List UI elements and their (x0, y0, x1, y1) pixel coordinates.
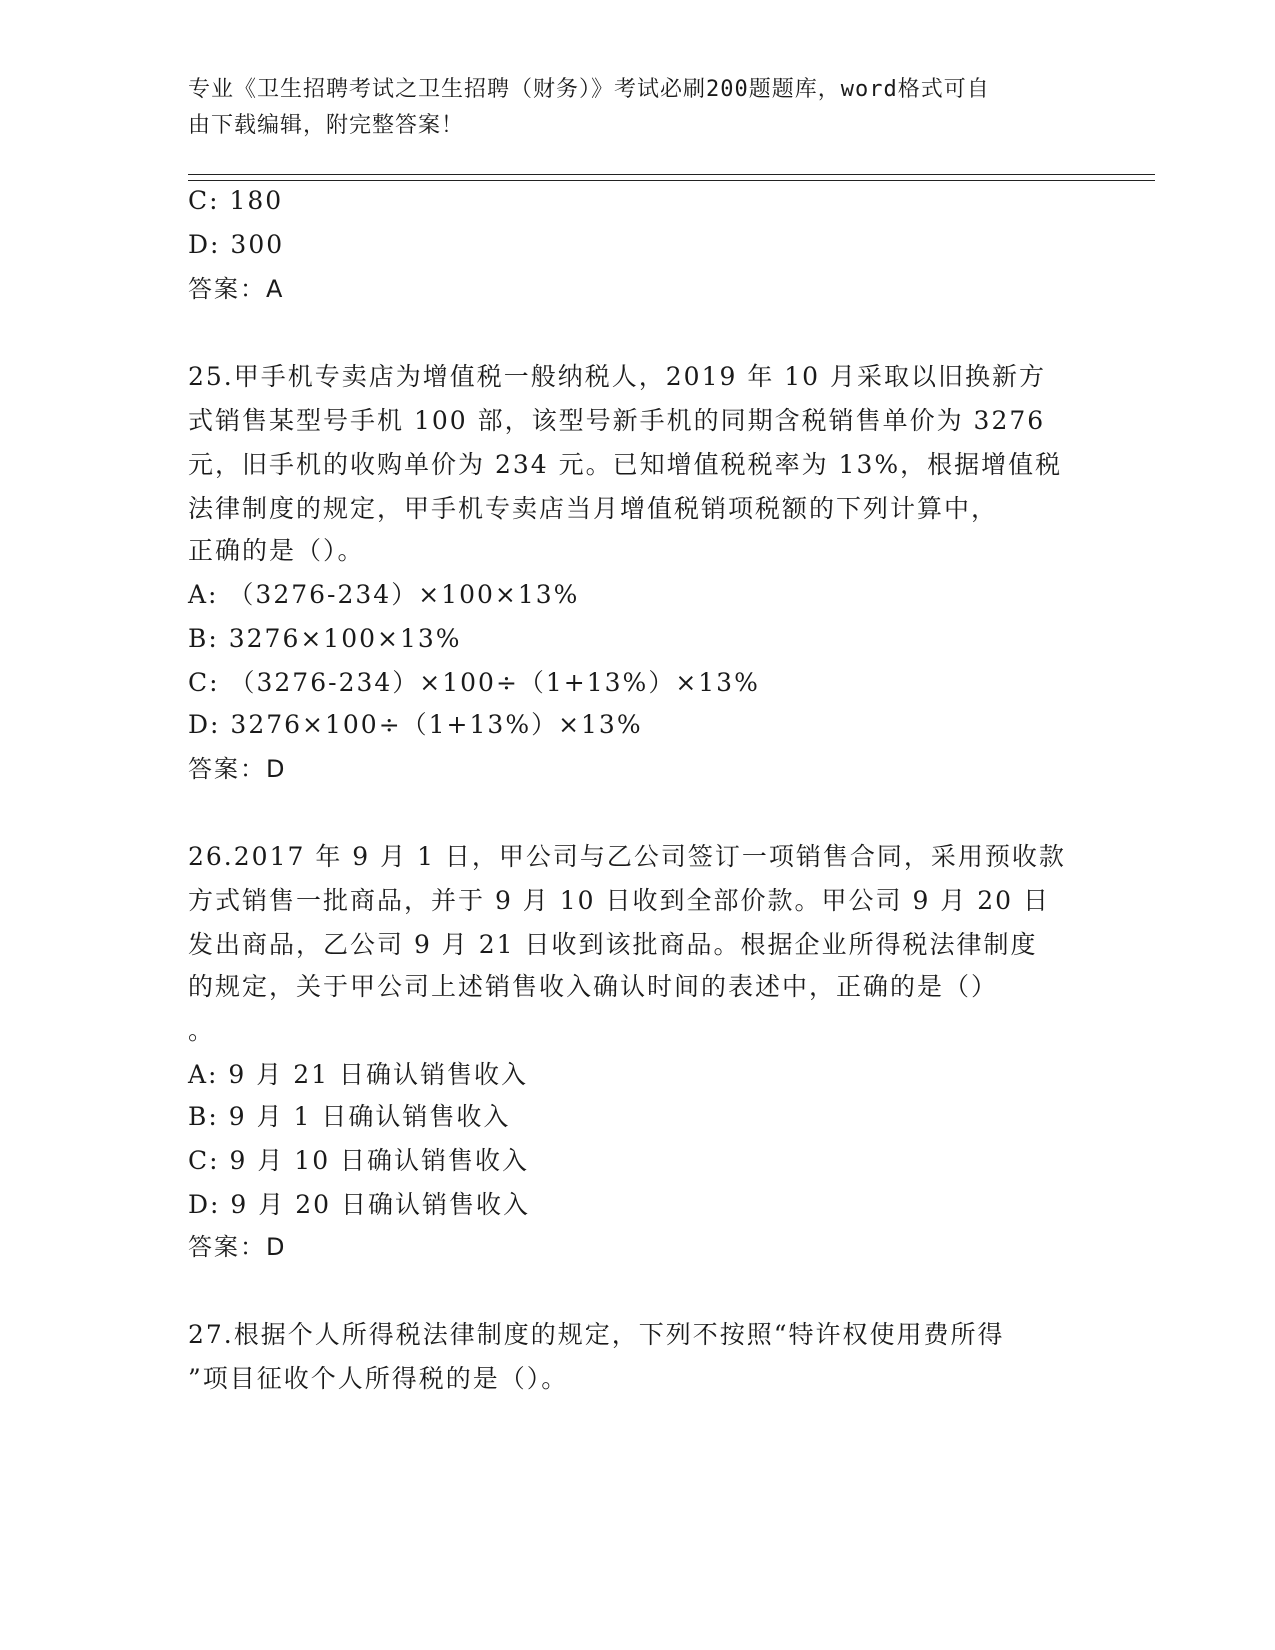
header-divider-top (188, 174, 1155, 175)
q25-stem-line-5: 正确的是（）。 (188, 536, 365, 565)
header-divider-bottom (188, 180, 1155, 181)
q26-option-d: D: 9 月 20 日确认销售收入 (188, 1190, 530, 1219)
q26-option-a: A: 9 月 21 日确认销售收入 (188, 1060, 528, 1089)
q26-stem-line-1: 26.2017 年 9 月 1 日，甲公司与乙公司签订一项销售合同，采用预收款 (188, 842, 1066, 871)
q25-answer: 答案：D (188, 755, 287, 783)
q25-stem-line-1: 25.甲手机专卖店为增值税一般纳税人，2019 年 10 月采取以旧换新方 (188, 362, 1047, 391)
q25-option-a: A: （3276-234）×100×13% (188, 580, 580, 609)
q26-option-b: B: 9 月 1 日确认销售收入 (188, 1102, 511, 1131)
prev-answer: 答案：A (188, 275, 285, 303)
q25-option-b: B: 3276×100×13% (188, 624, 462, 653)
q26-option-c: C: 9 月 10 日确认销售收入 (188, 1146, 530, 1175)
q26-stem-line-4: 的规定，关于甲公司上述销售收入确认时间的表述中，正确的是（） (188, 972, 999, 1001)
q25-option-d: D: 3276×100÷（1+13%）×13% (188, 710, 643, 739)
q25-option-c: C: （3276-234）×100÷（1+13%）×13% (188, 668, 760, 697)
prev-option-d: D: 300 (188, 230, 285, 259)
q25-stem-line-2: 式销售某型号手机 100 部，该型号新手机的同期含税销售单价为 3276 (188, 406, 1046, 435)
q26-stem-line-3: 发出商品，乙公司 9 月 21 日收到该批商品。根据企业所得税法律制度 (188, 930, 1038, 959)
q27-stem-line-1: 27.根据个人所得税法律制度的规定，下列不按照“特许权使用费所得 (188, 1320, 1005, 1349)
header-line-1: 专业《卫生招聘考试之卫生招聘（财务）》考试必刷200题题库，word格式可自 (188, 77, 990, 102)
prev-option-c: C: 180 (188, 186, 284, 215)
q25-stem-line-4: 法律制度的规定，甲手机专卖店当月增值税销项税额的下列计算中， (188, 494, 999, 523)
q26-answer: 答案：D (188, 1233, 287, 1261)
q27-stem-line-2: ”项目征收个人所得税的是（）。 (188, 1364, 569, 1393)
header-line-2: 由下载编辑，附完整答案！ (188, 113, 465, 138)
q25-stem-line-3: 元，旧手机的收购单价为 234 元。已知增值税税率为 13%，根据增值税 (188, 450, 1063, 479)
document-header (188, 72, 1068, 144)
q26-stem-line-5: 。 (188, 1016, 216, 1045)
q26-stem-line-2: 方式销售一批商品，并于 9 月 10 日收到全部价款。甲公司 9 月 20 日 (188, 886, 1051, 915)
